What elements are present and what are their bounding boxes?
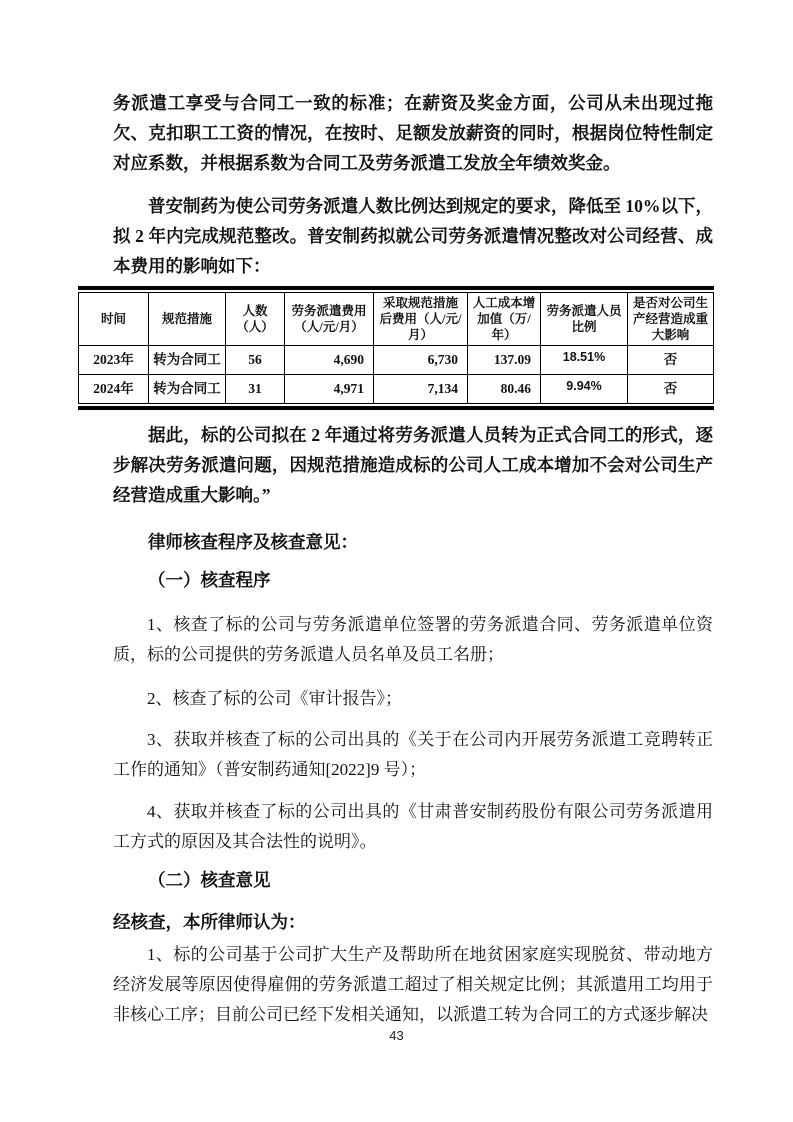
table-header-row [79, 293, 714, 346]
heading-lawyer-opinion-intro: 经核查，本所律师认为： [113, 912, 306, 932]
cell-cost-increase: 80.46 [468, 375, 541, 404]
table-row [79, 346, 714, 375]
cell-ratio [541, 375, 628, 404]
col-header-measure: 规范措施 [149, 293, 226, 346]
heading-verification-procedure: （一）核查程序 [148, 570, 271, 590]
cell-major-impact: 否 [628, 375, 714, 404]
cell-headcount: 31 [226, 375, 285, 404]
cell-measure: 转为合同工 [149, 346, 226, 375]
opinion-item-1: 1、标的公司基于公司扩大生产及帮助所在地贫困家庭实现脱贫、带动地方经济发展等原因使得雇佣的劳务派遣工超过了相关规定比例；其派遣用工均用于非核心工序；目前公司已经下发相关通知，以派遣工转为合同工的方式逐步解决 [113, 945, 713, 1024]
cell-major-impact: 否 [628, 346, 714, 375]
paragraph-quote-continuation: 务派遣工享受与合同工一致的标准；在薪资及奖金方面，公司从未出现过拖欠、克扣职工工资的情况，在按时、足额发放薪资的同时，根据岗位特性制定对应系数，并根据系数为合同工及劳务派遣工发放全年绩效奖金。 [113, 93, 713, 173]
procedure-item-2: 2、核查了标的公司《审计报告》； [147, 689, 402, 708]
cell-year: 2024年 [79, 375, 149, 404]
ratio-value: 9.94% [566, 379, 602, 393]
cell-headcount: 56 [226, 346, 285, 375]
heading-verification-opinion: （二）核查意见 [148, 870, 271, 890]
col-header-labor-cost-increase: 人工成本增加值（万/年） [468, 293, 541, 346]
heading-lawyer-verification: 律师核查程序及核查意见： [148, 532, 358, 552]
cell-year: 2023年 [79, 346, 149, 375]
paragraph-conclusion-quote: 据此，标的公司拟在 2 年通过将劳务派遣人员转为正式合同工的形式，逐步解决劳务派遣问题，因规范措施造成标的公司人工成本增加不会对公司生产经营造成重大影响。” [113, 425, 713, 505]
cell-cost-increase: 137.09 [468, 346, 541, 375]
cell-ratio [541, 346, 628, 375]
labor-dispatch-impact-table [78, 286, 714, 410]
cell-measure: 转为合同工 [149, 375, 226, 404]
cell-cost-after: 7,134 [374, 375, 468, 404]
procedure-item-1: 1、核查了标的公司与劳务派遣单位签署的劳务派遣合同、劳务派遣单位资质，标的公司提供的劳务派遣人员名单及员工名册； [113, 615, 713, 664]
impact-table [78, 292, 714, 404]
procedure-item-4: 4、获取并核查了标的公司出具的《甘肃普安制药股份有限公司劳务派遣用工方式的原因及其合法性的说明》。 [113, 802, 713, 851]
table-row [79, 375, 714, 404]
col-header-headcount: 人数（人） [226, 293, 285, 346]
cell-cost-after: 6,730 [374, 346, 468, 375]
col-header-major-impact: 是否对公司生产经营造成重大影响 [628, 293, 714, 346]
cell-dispatch-cost: 4,690 [285, 346, 374, 375]
paragraph-rectification-plan: 普安制药为使公司劳务派遣人数比例达到规定的要求，降低至 10%以下，拟 2 年内完成规范整改。普安制药拟就公司劳务派遣情况整改对公司经营、成本费用的影响如下： [113, 196, 713, 276]
col-header-cost-after-measure: 采取规范措施后费用（人/元/月） [374, 293, 468, 346]
page-number: 43 [389, 1028, 404, 1043]
col-header-time: 时间 [79, 293, 149, 346]
cell-dispatch-cost: 4,971 [285, 375, 374, 404]
col-header-dispatch-cost: 劳务派遣费用（人/元/月） [285, 293, 374, 346]
procedure-item-3: 3、获取并核查了标的公司出具的《关于在公司内开展劳务派遣工竞聘转正工作的通知》（普安制药通知[2022]9 号）； [113, 730, 713, 779]
col-header-dispatch-ratio: 劳务派遣人员比例 [541, 293, 628, 346]
ratio-value: 18.51% [562, 350, 606, 364]
